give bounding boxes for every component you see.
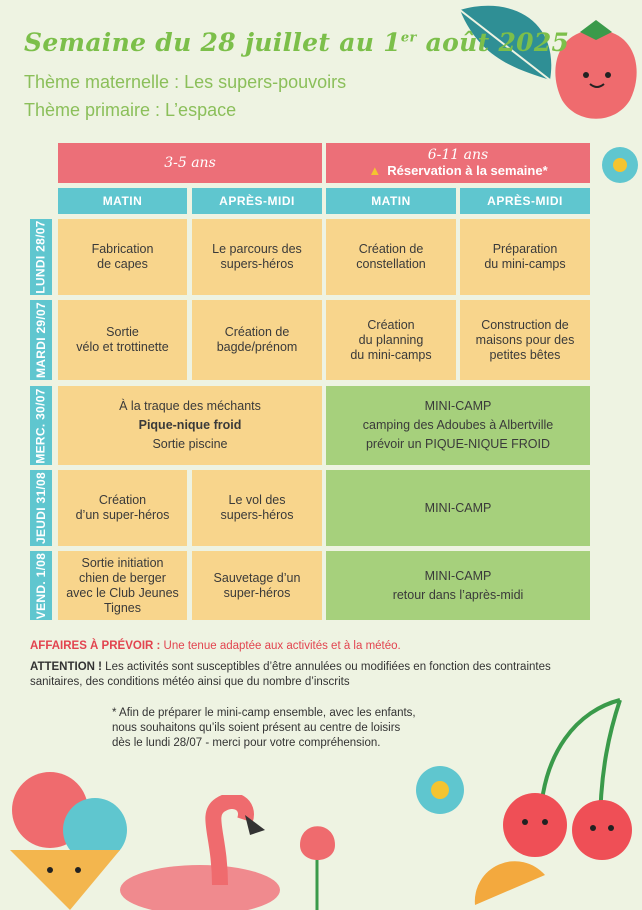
activity-tue-small-am: Sortie vélo et trottinette [58,300,187,380]
activity-mon-big-pm: Préparation du mini-camps [460,219,590,295]
theme-maternelle: Thème maternelle : Les supers-pouvoirs [24,72,347,92]
cherry-icon [480,690,642,870]
activity-thu-small-pm: Le vol des supers-héros [192,470,322,546]
flamingo-icon [110,795,280,910]
period-header-morning-small: MATIN [58,188,187,214]
activity-mon-small-am: Fabrication de capes [58,219,187,295]
activity-mon-big-am: Création de constellation [326,219,456,295]
page-title: Semaine du 28 juillet au 1er août 2025 [24,28,570,57]
activity-wed-line1: À la traque des méchants [119,399,261,413]
mini-camp-note: * Afin de préparer le mini-camp ensemble, avec les enfants, nous souhaitons qu’ils soient présent au centre de loisirs dès le lundi 28/07 - merci pour votre compréhension. [112,707,416,749]
theme-primaire: Thème primaire : L’espace [24,100,237,120]
affaires-a-prevoir: AFFAIRES À PRÉVOIR : Une tenue adaptée aux activités et à la météo. [30,640,401,652]
day-thursday: JEUDI 31/08 [30,470,52,546]
flower-icon [598,135,642,195]
group-label-3-5: 3-5 ans [164,154,216,171]
group-label-6-11: 6-11 ans [427,147,489,163]
activity-fri-small-pm: Sauvetage d’un super-héros [192,551,322,620]
attention-notice: ATTENTION ! Les activités sont susceptibles d’être annulées ou modifiées en fonction des contraintes sanitaires, des conditions météo ainsi que du nombre d’inscrits [30,661,551,688]
day-wednesday: MERC. 30/07 [30,386,52,465]
activity-wed-line2: Pique-nique froid [138,418,242,432]
group-header-3-5 [58,143,322,183]
activity-thu-big: MINI-CAMP [326,470,590,546]
flower-icon [410,760,470,820]
reservation-note: Réservation à la semaine* [387,163,548,178]
activity-fri-small-am: Sortie initiation chien de berger avec le Club Jeunes Tignes [58,551,187,620]
activity-mon-small-pm: Le parcours des supers-héros [192,219,322,295]
activity-tue-small-pm: Création de bagde/prénom [192,300,322,380]
period-header-afternoon-big: APRÈS-MIDI [460,188,590,214]
day-friday: VEND. 1/08 [30,551,52,620]
group-header-6-11 [326,143,590,183]
activity-tue-big-am: Création du planning du mini-camps [326,300,456,380]
period-header-afternoon-small: APRÈS-MIDI [192,188,322,214]
activity-wed-small [58,386,322,465]
activity-fri-big: MINI-CAMP retour dans l’après-midi [326,551,590,620]
activity-thu-small-am: Création d’un super-héros [58,470,187,546]
warning-icon: ▲ [368,163,382,178]
tulip-icon [280,815,400,910]
activity-wed-big: MINI-CAMP camping des Adoubes à Albertville prévoir un PIQUE-NIQUE FROID [326,386,590,465]
activity-wed-line3: Sortie piscine [152,437,228,451]
day-tuesday: MARDI 29/07 [30,300,52,380]
activity-tue-big-pm: Construction de maisons pour des petites bêtes [460,300,590,380]
day-monday: LUNDI 28/07 [30,219,52,295]
period-header-morning-big: MATIN [326,188,456,214]
